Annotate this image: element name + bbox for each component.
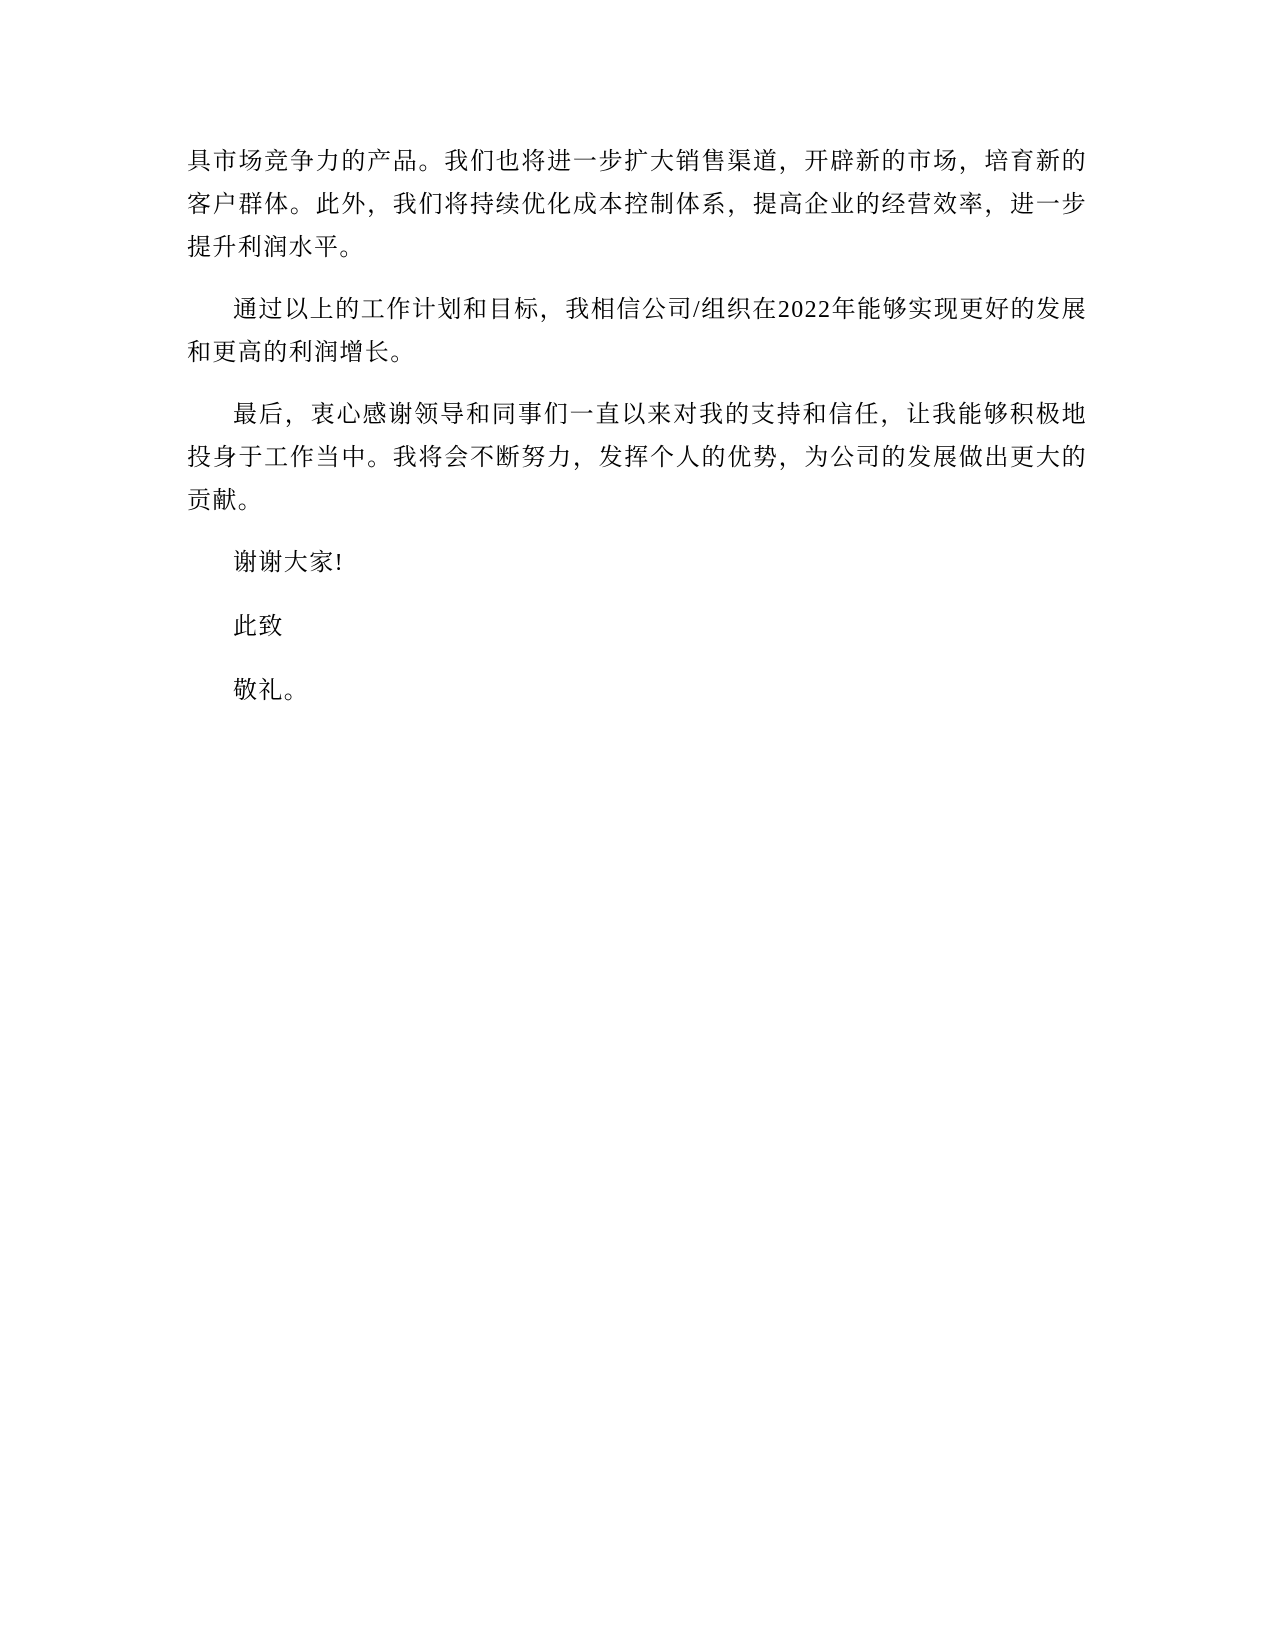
- closing-regards: 敬礼。: [233, 678, 310, 704]
- closing-thanks: 谢谢大家!: [233, 550, 344, 576]
- document-body: [187, 141, 1087, 734]
- paragraph-acknowledgement: 最后，衷心感谢领导和同事们一直以来对我的支持和信任，让我能够积极地投身于工作当中。我将会不断努力，发挥个人的优势，为公司的发展做出更大的贡献。: [187, 402, 1087, 514]
- paragraph-plan-summary: 通过以上的工作计划和目标，我相信公司/组织在2022年能够实现更好的发展和更高的利润增长。: [187, 297, 1087, 366]
- paragraph-continuation: 具市场竞争力的产品。我们也将进一步扩大销售渠道，开辟新的市场，培育新的客户群体。此外，我们将持续优化成本控制体系，提高企业的经营效率，进一步提升利润水平。: [187, 149, 1087, 261]
- closing-salutation: 此致: [233, 614, 284, 640]
